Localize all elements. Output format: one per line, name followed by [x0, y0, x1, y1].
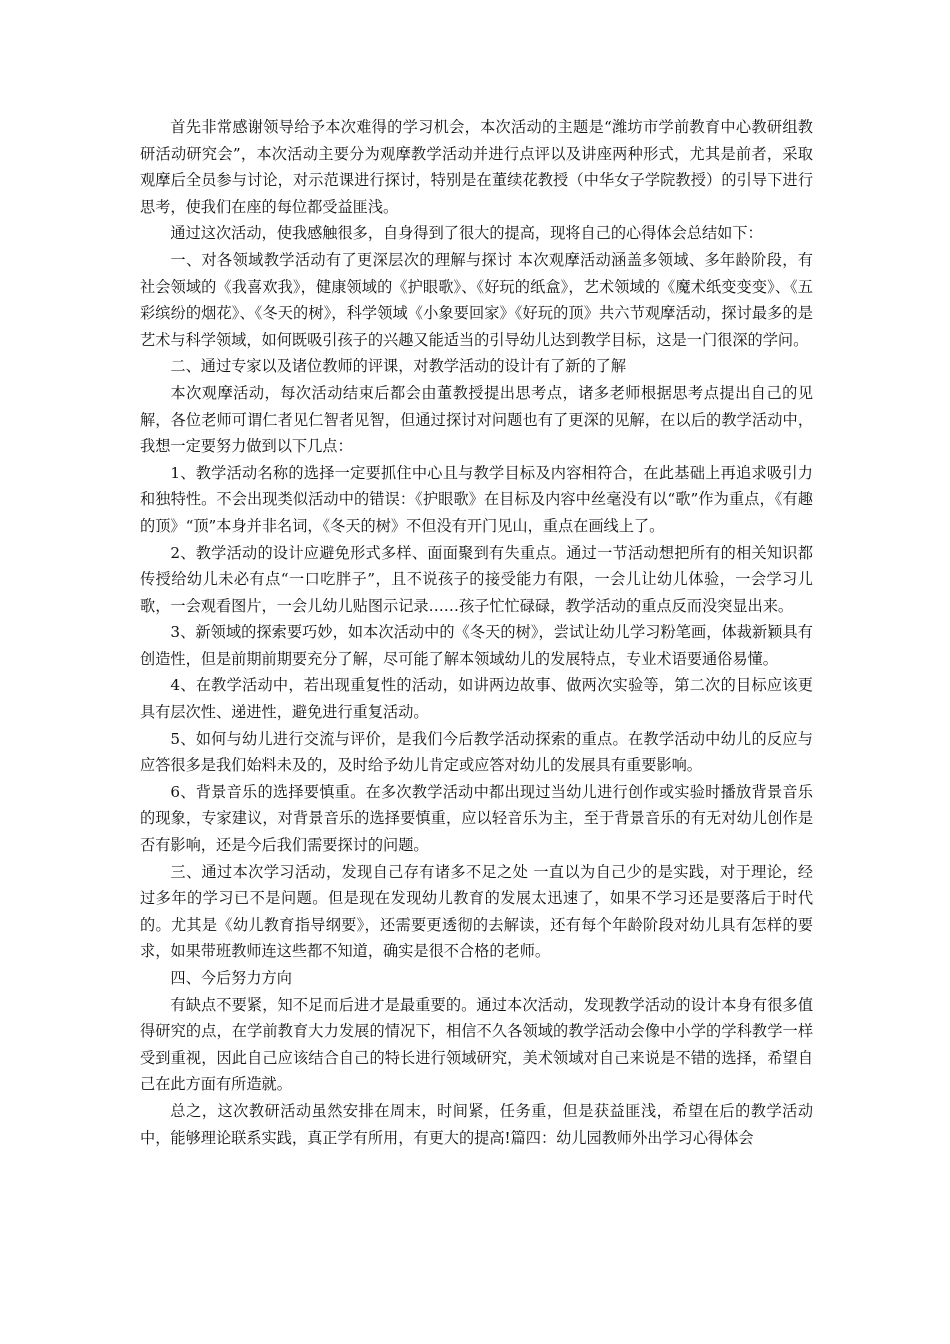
paragraph-point-6: 6、背景音乐的选择要慎重。在多次教学活动中都出现过当幼儿进行创作或实验时播放背景音乐的现象，专家建议，对背景音乐的选择要慎重，应以轻音乐为主，至于背景音乐的有无对幼儿创作是否有影响，还是今后我们需要探讨的问题。 [140, 782, 813, 855]
paragraph-section-4-body: 有缺点不要紧，知不足而后进才是最重要的。通过本次活动，发现教学活动的设计本身有很多值得研究的点，在学前教育大力发展的情况下，相信不久各领域的教学活动会像中小学的学科教学一样受到重视，因此自己应该结合自己的特长进行领域研究，美术领域对自己来说是不错的选择，希望自己在此方面有所造就。 [140, 995, 813, 1094]
paragraph-section-2-body: 本次观摩活动，每次活动结束后都会由董教授提出思考点，诸多老师根据思考点提出自己的见解，各位老师可谓仁者见仁智者见智，但通过探讨对问题也有了更深的见解，在以后的教学活动中，我想一定要努力做到以下几点： [140, 383, 813, 456]
paragraph-section-4-heading: 四、今后努力方向 [170, 969, 292, 987]
paragraph-intro: 首先非常感谢领导给予本次难得的学习机会，本次活动的主题是“潍坊市学前教育中心教研组教研活动研究会”，本次活动主要分为观摩教学活动并进行点评以及讲座两种形式，尤其是前者，采取观摩后全员参与讨论，对示范课进行探讨，特别是在董续花教授（中华女子学院教授）的引导下进行思考，使我们在座的每位都受益匪浅。 [140, 118, 813, 216]
paragraph-point-2: 2、教学活动的设计应避免形式多样、面面聚到有失重点。通过一节活动想把所有的相关知识都传授给幼儿未必有点“一口吃胖子”，且不说孩子的接受能力有限，一会儿让幼儿体验，一会学习儿歌，一会观看图片，一会儿幼儿贴图示记录……孩子忙忙碌碌，教学活动的重点反而没突显出来。 [140, 543, 813, 615]
paragraph-point-1: 1、教学活动名称的选择一定要抓住中心且与教学目标及内容相符合，在此基础上再追求吸引力和独特性。不会出现类似活动中的错误：《护眼歌》在目标及内容中丝毫没有以“歌”作为重点，《有趣的顶》“顶”本身并非名词，《冬天的树》不但没有开门见山，重点在画线上了。 [140, 463, 813, 535]
paragraph-section-2-heading: 二、通过专家以及诸位教师的评课，对教学活动的设计有了新的了解 [170, 357, 627, 376]
paragraph-point-3: 3、新领域的探索要巧妙，如本次活动中的《冬天的树》，尝试让幼儿学习粉笔画，体裁新颖具有创造性，但是前期前期要充分了解，尽可能了解本领域幼儿的发展特点，专业术语要通俗易懂。 [140, 623, 813, 668]
document-body [140, 114, 813, 1151]
paragraph-conclusion: 总之，这次教研活动虽然安排在周末，时间紧，任务重，但是获益匪浅，希望在后的教学活动中，能够理论联系实践，真正学有所用，有更大的提高!篇四：幼儿园教师外出学习心得体会 [140, 1101, 813, 1147]
paragraph-section-1: 一、对各领域教学活动有了更深层次的理解与探讨 本次观摩活动涵盖多领域、多年龄阶段，有社会领域的《我喜欢我》，健康领域的《护眼歌》、《好玩的纸盒》，艺术领域的《魔术纸变变变》、《五彩缤纷的烟花》、《冬天的树》，科学领域《小象要回家》《好玩的顶》共六节观摩活动，探讨最多的是艺术与科学领域，如何既吸引孩子的兴趣又能适当的引导幼儿达到教学目标，这是一门很深的学问。 [140, 250, 813, 349]
paragraph-point-4: 4、在教学活动中，若出现重复性的活动，如讲两边故事、做两次实验等，第二次的目标应该更具有层次性、递进性，避免进行重复活动。 [140, 676, 813, 722]
paragraph-summary-lead: 通过这次活动，使我感触很多，自身得到了很大的提高，现将自己的心得体会总结如下： [170, 224, 763, 243]
paragraph-point-5: 5、如何与幼儿进行交流与评价，是我们今后教学活动探索的重点。在教学活动中幼儿的反应与应答很多是我们始料未及的，及时给予幼儿肯定或应答对幼儿的发展具有重要影响。 [140, 729, 813, 775]
paragraph-section-3: 三、通过本次学习活动，发现自己存有诸多不足之处 一直以为自己少的是实践，对于理论，经过多年的学习已不是问题。但是现在发现幼儿教育的发展太迅速了，如果不学习还是要落后于时代的。尤其是《幼儿教育指导纲要》，还需要更透彻的去解读，还有每个年龄阶段对幼儿具有怎样的要求，如果带班教师连这些都不知道，确实是很不合格的老师。 [140, 862, 813, 961]
